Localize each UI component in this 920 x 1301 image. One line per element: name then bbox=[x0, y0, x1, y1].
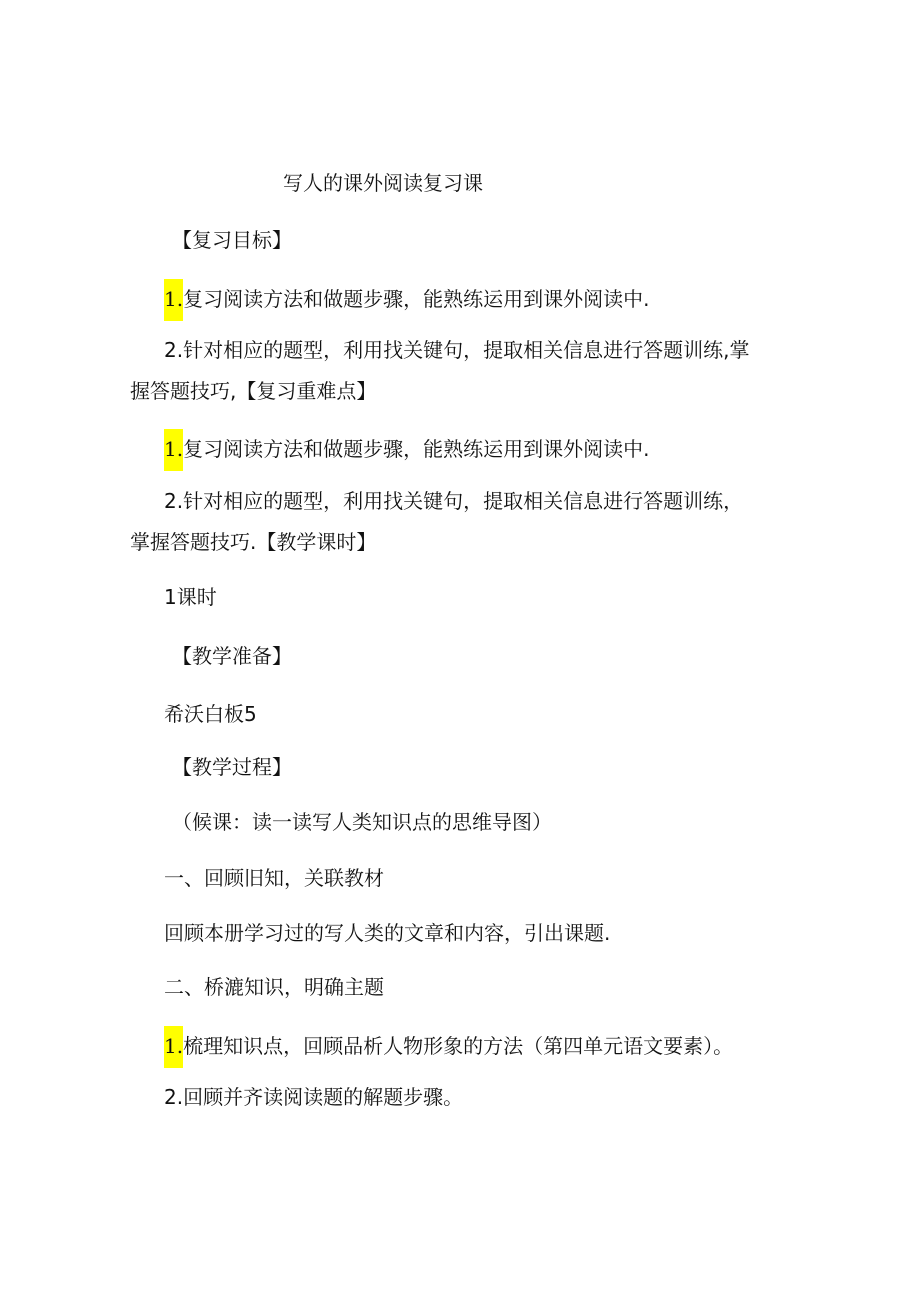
key-item-1-text: 复习阅读方法和做题步骤，能熟练运用到课外阅读中. bbox=[183, 437, 650, 461]
document-title: 写人的课外阅读复习课 bbox=[283, 171, 483, 195]
section-1-text: 回顾本册学习过的写人类的文章和内容，引出课题. bbox=[164, 921, 611, 945]
section-2-item-1 bbox=[164, 1026, 733, 1068]
section-2-heading: 二、桥漉知识，明确主题 bbox=[164, 975, 384, 999]
highlighted-number: 1. bbox=[164, 429, 183, 471]
section-2-item-2: 2.回顾并齐读阅读题的解题步骤。 bbox=[164, 1085, 464, 1109]
key-item-2-line-1: 2.针对相应的题型，利用找关键句，提取相关信息进行答题训练， bbox=[164, 489, 744, 513]
prep-text: 希沃白板5 bbox=[164, 702, 257, 726]
goal-heading: 【复习目标】 bbox=[172, 228, 292, 252]
class-hours: 1课时 bbox=[164, 585, 217, 609]
goal-item-2-line-1: 2.针对相应的题型，利用找关键句，提取相关信息进行答题训练,掌 bbox=[164, 338, 750, 362]
highlighted-number: 1. bbox=[164, 279, 183, 321]
section-2-item-1-text: 梳理知识点，回顾品析人物形象的方法（第四单元语文要素）。 bbox=[183, 1034, 734, 1058]
highlighted-number: 1. bbox=[164, 1026, 183, 1068]
waiting-note: （候课：读一读写人类知识点的思维导图） bbox=[172, 810, 552, 834]
section-1-heading: 一、回顾旧知，关联教材 bbox=[164, 866, 384, 890]
goal-item-2-line-2: 握答题技巧,【复习重难点】 bbox=[130, 379, 377, 403]
prep-heading: 【教学准备】 bbox=[172, 644, 292, 668]
goal-item-1 bbox=[164, 279, 649, 321]
process-heading: 【教学过程】 bbox=[172, 755, 292, 779]
goal-item-1-text: 复习阅读方法和做题步骤，能熟练运用到课外阅读中. bbox=[183, 287, 650, 311]
key-item-1 bbox=[164, 429, 649, 471]
key-item-2-line-2: 掌握答题技巧.【教学课时】 bbox=[130, 530, 377, 554]
